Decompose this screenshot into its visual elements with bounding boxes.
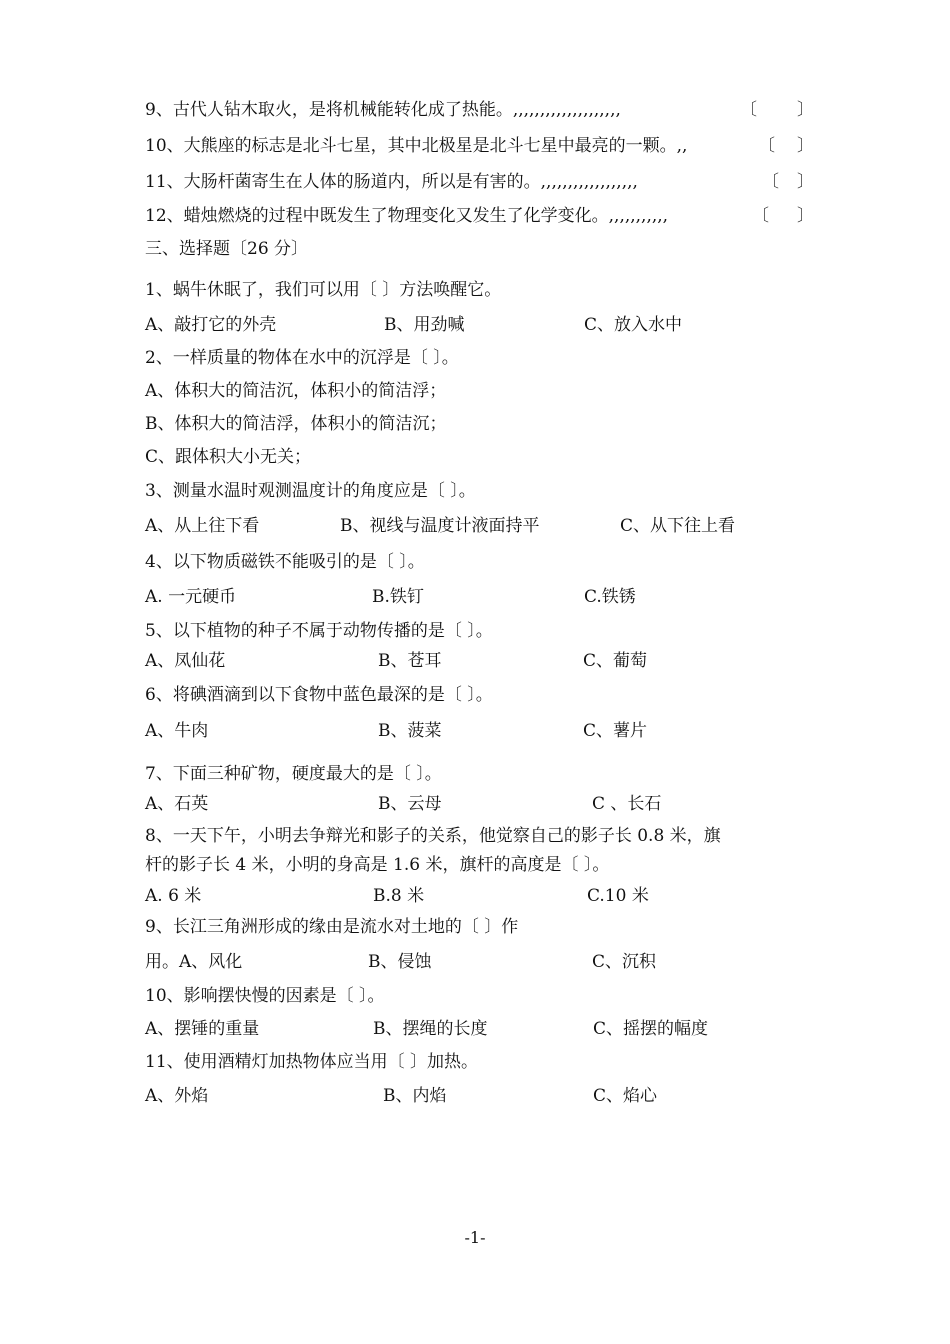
question-stem: 6、将碘酒滴到以下食物中蓝色最深的是〔 〕。 (145, 685, 493, 705)
option-a: A. 一元硬币 (145, 587, 237, 607)
option-c: C、跟体积大小无关； (145, 447, 312, 467)
question-stem: 8、一天下午，小明去争辩光和影子的关系，他觉察自己的影子长 0.8 米，旗 (145, 826, 721, 846)
option-a: A、石英 (145, 794, 209, 814)
option-c: C 、长石 (592, 794, 662, 814)
tf-item: 12、蜡烛燃烧的过程中既发生了物理变化又发生了化学变化。,,,,,,,,,,, (145, 206, 669, 226)
question-stem: 11、使用酒精灯加热物体应当用〔 〕加热。 (145, 1052, 479, 1072)
option-c: C、放入水中 (584, 315, 683, 335)
option-a: 用。A、风化 (145, 952, 243, 972)
option-c: C、沉积 (592, 952, 657, 972)
option-a: A、凤仙花 (145, 651, 226, 671)
option-b: B、摆绳的长度 (373, 1019, 488, 1039)
option-c: C.10 米 (587, 886, 649, 906)
option-c: C.铁锈 (584, 587, 636, 607)
option-c: C、葡萄 (583, 651, 648, 671)
answer-paren-open: 〔 (758, 136, 775, 156)
question-stem: 10、影响摆快慢的因素是〔 〕。 (145, 986, 385, 1006)
option-b: B、苍耳 (378, 651, 442, 671)
option-c: C、摇摆的幅度 (593, 1019, 709, 1039)
answer-paren-close: 〕 (797, 136, 814, 156)
question-stem: 7、下面三种矿物，硬度最大的是〔 〕。 (145, 764, 442, 784)
question-stem: 5、以下植物的种子不属于动物传播的是〔 〕。 (145, 621, 493, 641)
option-c: C、焰心 (593, 1086, 658, 1106)
option-b: B、内焰 (383, 1086, 447, 1106)
answer-paren-close: 〕 (797, 206, 814, 226)
option-a: A. 6 米 (145, 886, 202, 906)
option-c: C、从下往上看 (620, 516, 736, 536)
option-a: A、体积大的简洁沉，体积小的简洁浮； (145, 381, 447, 401)
question-stem: 9、长江三角洲形成的缘由是流水对土地的〔 〕作 (145, 917, 519, 937)
page-number: -1- (464, 1228, 486, 1247)
tf-item: 10、大熊座的标志是北斗七星，其中北极星是北斗七星中最亮的一颗。,, (145, 136, 688, 156)
option-b: B.铁钉 (372, 587, 424, 607)
option-a: A、外焰 (145, 1086, 209, 1106)
option-a: A、敲打它的外壳 (145, 315, 277, 335)
question-stem-continued: 杆的影子长 4 米，小明的身高是 1.6 米，旗杆的高度是〔 〕。 (145, 855, 610, 875)
option-c: C、薯片 (583, 721, 648, 741)
answer-paren-close: 〕 (797, 172, 814, 192)
option-b: B、云母 (378, 794, 442, 814)
option-b: B、体积大的简洁浮，体积小的简洁沉； (145, 414, 447, 434)
option-b: B、侵蚀 (368, 952, 432, 972)
option-b: B、视线与温度计液面持平 (340, 516, 540, 536)
question-stem: 1、蜗牛休眠了，我们可以用〔 〕方法唤醒它。 (145, 280, 502, 300)
option-b: B、菠菜 (378, 721, 442, 741)
option-b: B.8 米 (373, 886, 425, 906)
option-a: A、从上往下看 (145, 516, 260, 536)
question-stem: 3、测量水温时观测温度计的角度应是〔 〕。 (145, 481, 476, 501)
option-a: A、摆锤的重量 (145, 1019, 260, 1039)
answer-paren-open: 〔 (740, 100, 757, 120)
answer-paren-open: 〔 (752, 206, 769, 226)
option-a: A、牛肉 (145, 721, 209, 741)
tf-item: 9、古代人钻木取火，是将机械能转化成了热能。,,,,,,,,,,,,,,,,,,,, (145, 100, 621, 120)
question-stem: 2、一样质量的物体在水中的沉浮是〔 〕。 (145, 348, 459, 368)
answer-paren-open: 〔 (762, 172, 779, 192)
question-stem: 4、以下物质磁铁不能吸引的是〔 〕。 (145, 552, 425, 572)
tf-item: 11、大肠杆菌寄生在人体的肠道内，所以是有害的。,,,,,,,,,,,,,,,,,, (145, 172, 638, 192)
answer-paren-close: 〕 (797, 100, 814, 120)
option-b: B、用劲喊 (384, 315, 465, 335)
section-heading: 三、选择题〔26 分〕 (145, 239, 309, 259)
